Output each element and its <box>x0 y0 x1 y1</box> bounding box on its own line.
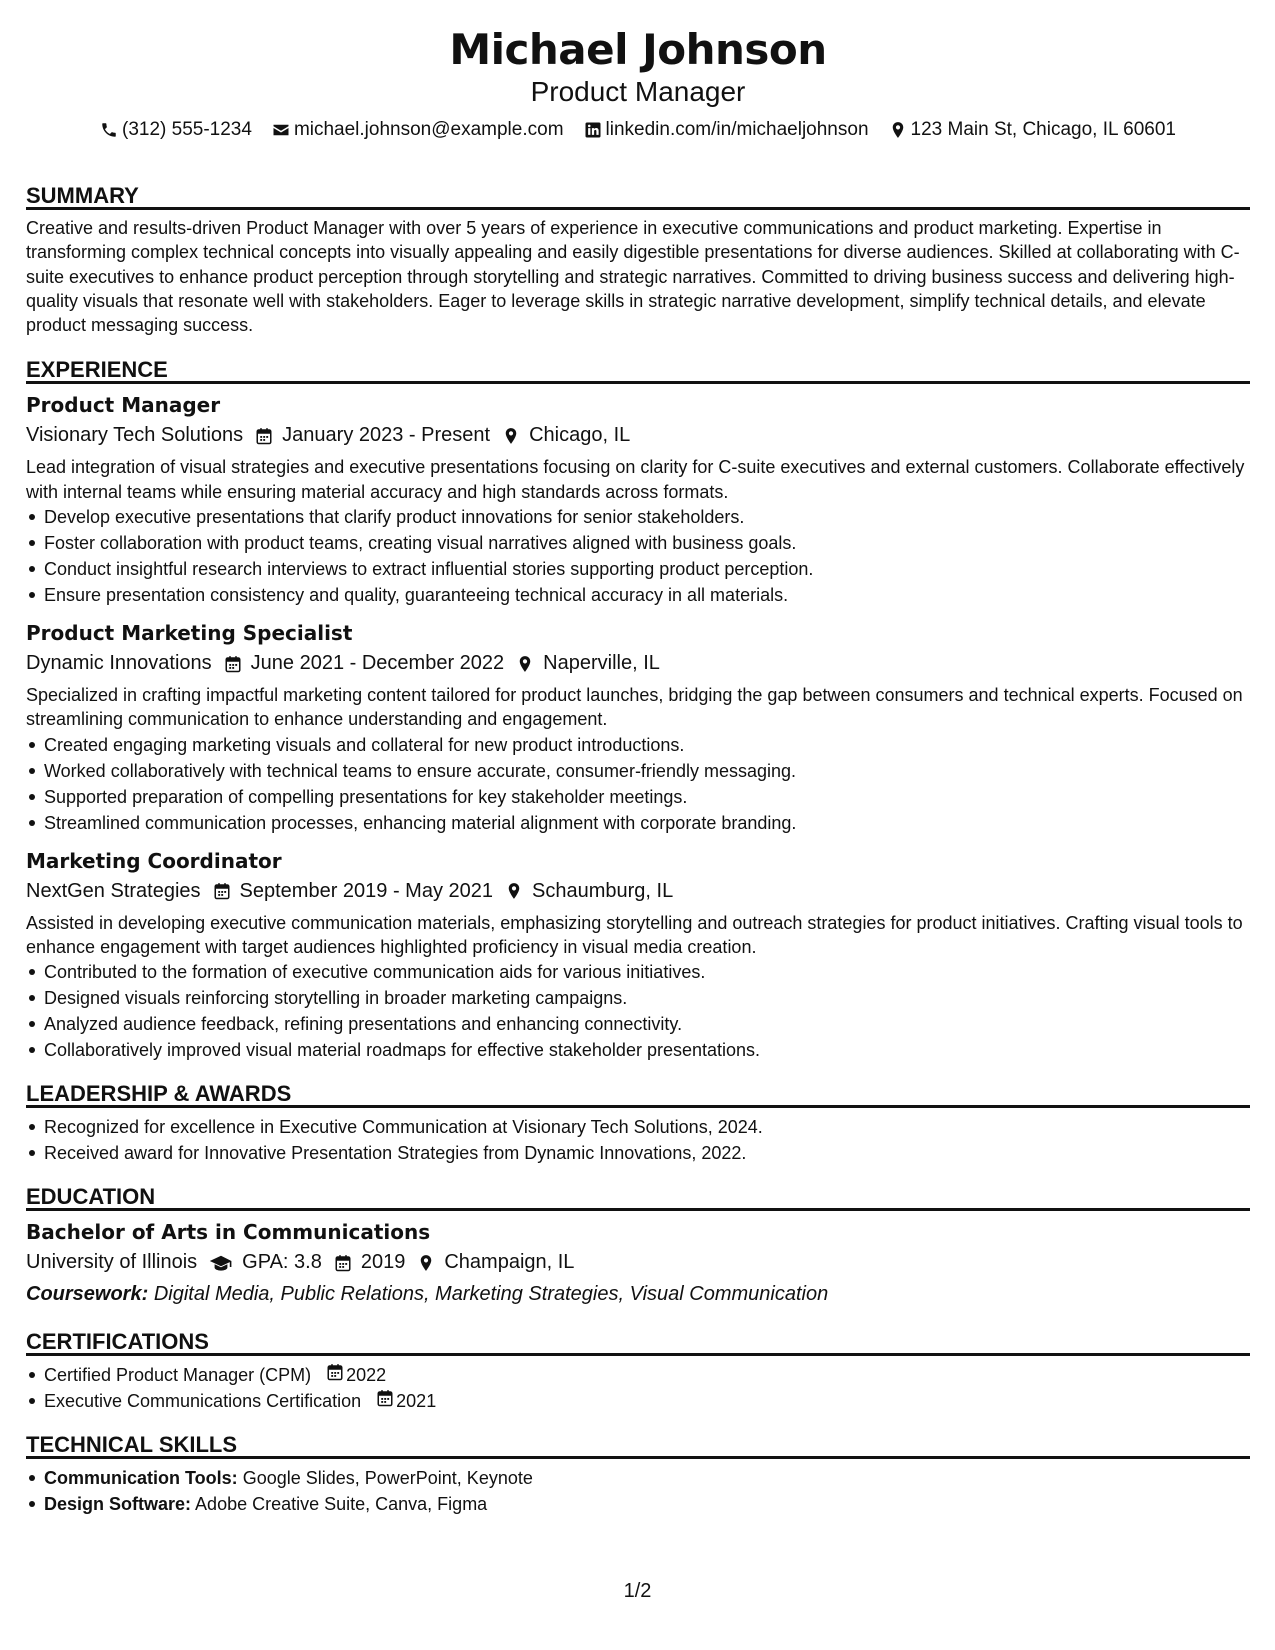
job-entry <box>26 390 1250 608</box>
resume-header <box>26 24 1250 143</box>
job-bullets <box>26 959 1250 1063</box>
graduation-cap-icon <box>209 1253 233 1273</box>
job-description: Assisted in developing executive communication materials, emphasizing storytelling and outreach strategies for product initiatives. Crafting visual tools to enhance engagement with target audiences highlighted proficiency in visual media creation. <box>26 912 1243 957</box>
company-name: Visionary Tech Solutions <box>26 424 244 447</box>
certifications-list <box>26 1362 1250 1414</box>
contact-phone[interactable] <box>100 117 252 143</box>
summary-text: Creative and results-driven Product Manager with over 5 years of experience in executive communications and product marketing. Expertise in transforming complex technical concepts into visually appealing and easily digestible presentations for diverse audiences. Skilled at collaborating with C-suite executives to enhance product perception through storytelling and strategic narratives. Committed to driving business success and delivering high-quality visuals that resonate well with stakeholders. Eager to leverage skills in strategic narrative development, simplify technical details, and elevate product messaging success. <box>26 218 1240 336</box>
linkedin-text: linkedin.com/in/michaeljohnson <box>605 119 869 140</box>
candidate-name: Michael Johnson <box>449 25 827 74</box>
skill-label: Communication Tools: <box>44 1468 238 1489</box>
contact-bar <box>26 117 1250 143</box>
summary-section <box>26 181 1250 337</box>
contact-email[interactable] <box>272 117 564 143</box>
calendar-icon <box>255 427 273 445</box>
coursework <box>26 1279 1250 1309</box>
certification-name: Executive Communications Certification <box>44 1391 362 1412</box>
map-pin-icon <box>516 655 534 673</box>
job-bullets <box>26 732 1250 836</box>
job-meta <box>26 876 1250 907</box>
calendar-icon <box>334 1254 352 1272</box>
list-item: Created engaging marketing visuals and collateral for new product introductions. <box>26 732 1250 758</box>
job-location: Chicago, IL <box>529 424 631 447</box>
gpa-text: GPA: 3.8 <box>242 1251 322 1274</box>
list-item: Contributed to the formation of executive communication aids for various initiatives. <box>26 959 1250 985</box>
skills-list <box>26 1465 1250 1517</box>
list-item: Recognized for excellence in Executive Communication at Visionary Tech Solutions, 2024. <box>26 1114 1250 1140</box>
job-bullets <box>26 504 1250 608</box>
list-item: Collaboratively improved visual material roadmaps for effective stakeholder presentations. <box>26 1037 1250 1063</box>
education-section <box>26 1182 1250 1309</box>
job-description: Lead integration of visual strategies and executive presentations focusing on clarity for C-suite executives and external customers. Collaborate effectively with internal teams while ensuring material accuracy and high standards across formats. <box>26 457 1245 502</box>
degree-title: Bachelor of Arts in Communications <box>26 1220 431 1245</box>
school-location: Champaign, IL <box>444 1251 575 1274</box>
list-item: Foster collaboration with product teams, creating visual narratives aligned with business goals. <box>26 530 1250 556</box>
certification-year: 2022 <box>346 1365 387 1386</box>
contact-address <box>889 117 1176 143</box>
job-title: Marketing Coordinator <box>26 848 282 873</box>
map-pin-icon <box>505 882 523 900</box>
section-title: EXPERIENCE <box>26 355 1250 384</box>
email-text: michael.johnson@example.com <box>293 119 564 140</box>
job-location: Schaumburg, IL <box>532 879 674 902</box>
section-title: SUMMARY <box>26 181 1250 210</box>
list-item: Designed visuals reinforcing storytelling in broader marketing campaigns. <box>26 985 1250 1011</box>
map-pin-icon <box>889 121 907 139</box>
skill-label: Design Software: <box>44 1494 192 1515</box>
section-title: CERTIFICATIONS <box>26 1327 1250 1356</box>
list-item <box>26 1388 1250 1414</box>
envelope-icon <box>272 121 290 139</box>
job-dates: September 2019 - May 2021 <box>239 879 494 902</box>
job-meta <box>26 420 1250 451</box>
certifications-section <box>26 1327 1250 1414</box>
section-title: LEADERSHIP & AWARDS <box>26 1079 1250 1108</box>
experience-section <box>26 355 1250 1063</box>
list-item: Conduct insightful research interviews to extract influential stories supporting product perception. <box>26 556 1250 582</box>
calendar-icon <box>224 655 242 673</box>
job-title: Product Marketing Specialist <box>26 621 353 646</box>
calendar-icon <box>213 882 231 900</box>
list-item: Supported preparation of compelling presentations for key stakeholder meetings. <box>26 784 1250 810</box>
job-entry <box>26 618 1250 836</box>
linkedin-icon <box>584 121 602 139</box>
address-text: 123 Main St, Chicago, IL 60601 <box>910 119 1176 140</box>
contact-linkedin[interactable] <box>584 117 869 143</box>
certification-date <box>326 1362 386 1388</box>
list-item: Worked collaboratively with technical teams to ensure accurate, consumer-friendly messaging. <box>26 758 1250 784</box>
skills-section <box>26 1430 1250 1517</box>
map-pin-icon <box>502 427 520 445</box>
candidate-role: Product Manager <box>530 76 746 107</box>
job-list <box>26 390 1250 1063</box>
list-item: Streamlined communication processes, enhancing material alignment with corporate branding. <box>26 810 1250 836</box>
leadership-section <box>26 1079 1250 1166</box>
phone-text: (312) 555-1234 <box>122 119 252 140</box>
coursework-text: Digital Media, Public Relations, Marketing Strategies, Visual Communication <box>153 1283 829 1306</box>
certification-year: 2021 <box>396 1391 437 1412</box>
skill-value: Adobe Creative Suite, Canva, Figma <box>195 1494 488 1515</box>
certification-date <box>376 1388 436 1414</box>
resume-page <box>26 0 1250 1517</box>
section-title: EDUCATION <box>26 1182 1250 1211</box>
page-number: 1/2 <box>623 1580 652 1602</box>
awards-list <box>26 1114 1250 1166</box>
education-meta <box>26 1247 1250 1278</box>
skill-value: Google Slides, PowerPoint, Keynote <box>242 1468 533 1489</box>
map-pin-icon <box>417 1254 435 1272</box>
list-item <box>26 1465 1250 1491</box>
job-dates: June 2021 - December 2022 <box>250 652 505 675</box>
job-location: Naperville, IL <box>543 652 660 675</box>
graduation-year: 2019 <box>360 1251 406 1274</box>
phone-icon <box>100 121 118 139</box>
coursework-label: Coursework: <box>26 1283 149 1306</box>
job-entry <box>26 846 1250 1064</box>
company-name: Dynamic Innovations <box>26 652 212 675</box>
calendar-icon <box>376 1388 394 1414</box>
job-dates: January 2023 - Present <box>282 424 491 447</box>
calendar-icon <box>326 1362 344 1388</box>
company-name: NextGen Strategies <box>26 879 201 902</box>
certification-name: Certified Product Manager (CPM) <box>44 1365 312 1386</box>
list-item: Analyzed audience feedback, refining presentations and enhancing connectivity. <box>26 1011 1250 1037</box>
list-item <box>26 1362 1250 1388</box>
job-title: Product Manager <box>26 393 221 418</box>
job-description: Specialized in crafting impactful marketing content tailored for product launches, bridging the gap between consumers and technical experts. Focused on streamlining communication to enhance understanding and engagement. <box>26 685 1243 730</box>
list-item <box>26 1491 1250 1517</box>
school-name: University of Illinois <box>26 1251 198 1274</box>
job-meta <box>26 648 1250 679</box>
section-title: TECHNICAL SKILLS <box>26 1430 1250 1459</box>
list-item: Received award for Innovative Presentation Strategies from Dynamic Innovations, 2022. <box>26 1140 1250 1166</box>
list-item: Ensure presentation consistency and quality, guaranteeing technical accuracy in all materials. <box>26 582 1250 608</box>
list-item: Develop executive presentations that clarify product innovations for senior stakeholders. <box>26 504 1250 530</box>
